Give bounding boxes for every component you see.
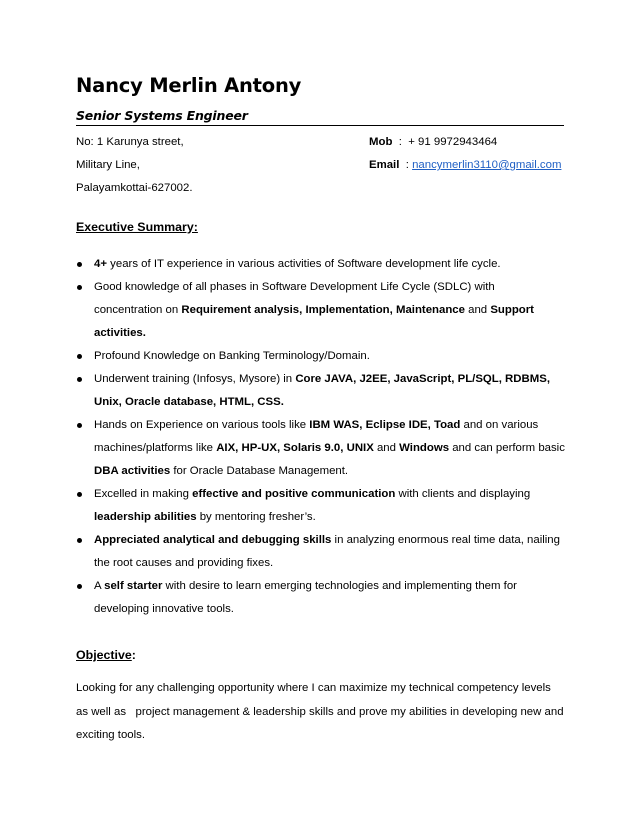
summary-item: A self starter with desire to learn emerging technologies and implementing them for developing innovative tools.	[76, 575, 566, 621]
email-link[interactable]: nancymerlin3110@gmail.com	[412, 159, 562, 171]
address-line-3: Palayamkottai-627002.	[76, 182, 193, 194]
objective-text: Looking for any challenging opportunity where I can maximize my technical competency levels as well as project management & leadership skills and prove my abilities in developing new and exciting tools.	[76, 682, 567, 741]
summary-item: Underwent training (Infosys, Mysore) in Core JAVA, J2EE, JavaScript, PL/SQL, RDBMS, Unix, Oracle database, HTML, CSS.	[76, 368, 566, 414]
email-separator: :	[399, 159, 413, 171]
mobile-contact	[369, 135, 497, 149]
mobile-number: + 91 9972943464	[408, 136, 498, 148]
summary-list	[76, 253, 566, 621]
summary-item: Good knowledge of all phases in Software Development Life Cycle (SDLC) with concentration on Requirement analysis, Implementation, Maintenance and Support activities.	[76, 276, 566, 345]
summary-item: Profound Knowledge on Banking Terminology/Domain.	[76, 345, 566, 368]
address-line-2: Military Line,	[76, 159, 140, 171]
summary-item: Excelled in making effective and positive communication with clients and displaying leadership abilities by mentoring fresher’s.	[76, 483, 566, 529]
mobile-separator: :	[392, 136, 409, 148]
executive-summary-heading: Executive Summary:	[76, 220, 198, 234]
objective-heading: Objective:	[76, 648, 136, 662]
summary-item: Hands on Experience on various tools like IBM WAS, Eclipse IDE, Toad and on various machines/platforms like AIX, HP-UX, Solaris 9.0, UNIX and Windows and can perform basic DBA activities for Oracle Database Management.	[76, 414, 566, 483]
summary-item: Appreciated analytical and debugging skills in analyzing enormous real time data, nailing the root causes and providing fixes.	[76, 529, 566, 575]
candidate-name: Nancy Merlin Antony	[76, 74, 302, 97]
job-title: Senior Systems Engineer	[76, 108, 248, 123]
address-line-1: No: 1 Karunya street,	[76, 136, 184, 148]
email-contact	[369, 158, 561, 172]
email-label: Email	[369, 159, 400, 171]
summary-item: 4+ years of IT experience in various activities of Software development life cycle.	[76, 253, 566, 276]
mobile-label: Mob	[369, 136, 393, 148]
header-divider	[76, 125, 564, 126]
